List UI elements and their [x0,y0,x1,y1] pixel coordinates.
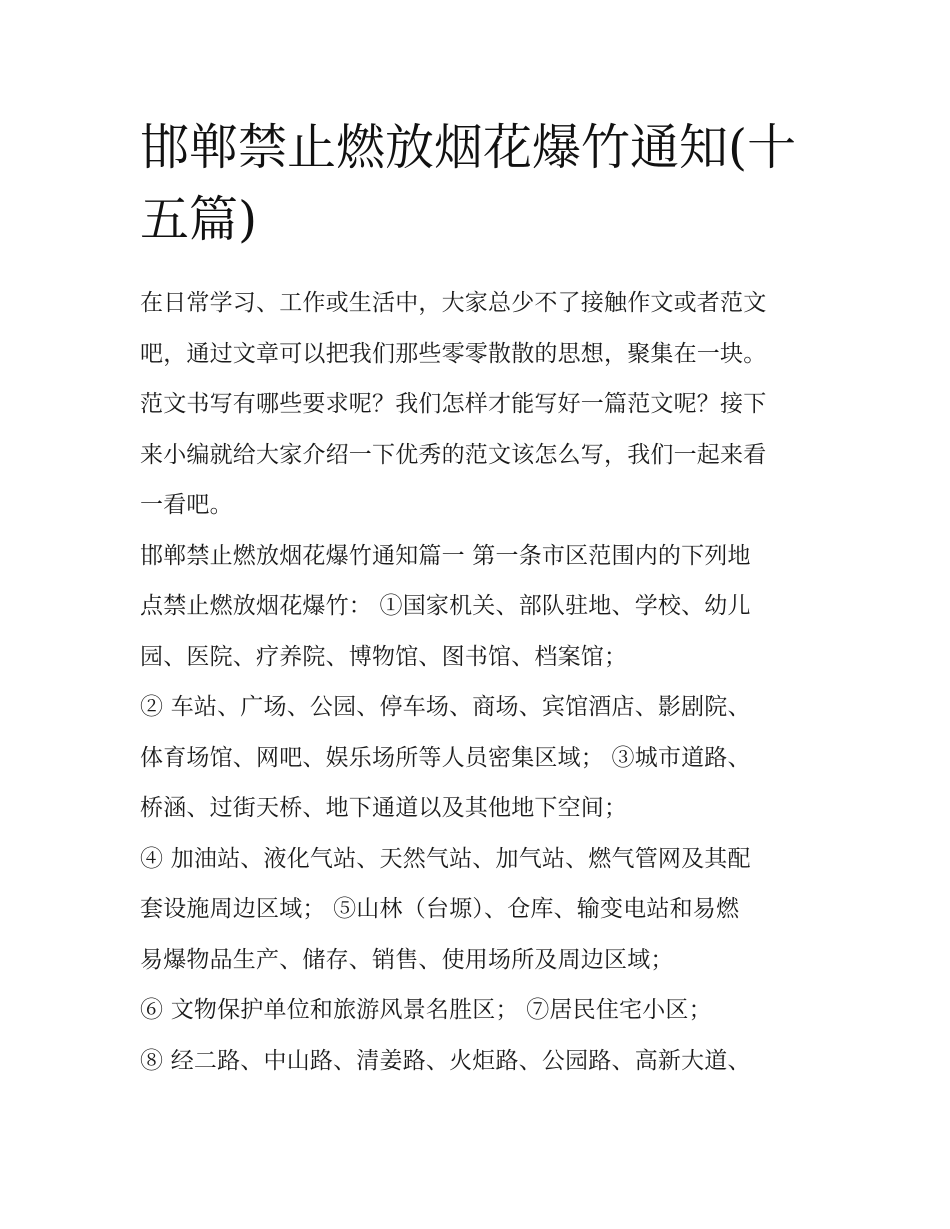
body-line: ⑧ 经二路、中山路、清姜路、火炬路、公园路、高新大道、 [140,1047,751,1074]
body-line: ④ 加油站、液化气站、天然气站、加气站、燃气管网及其配 [140,845,751,872]
body-line: 易爆物品生产、储存、销售、使用场所及周边区域； [140,946,674,973]
title-line-2: 五篇) [140,191,258,248]
body-line: 桥涵、过街天桥、地下通道以及其他地下空间； [140,795,628,821]
body-line: 一看吧。 [140,492,233,518]
document-title [140,112,820,256]
body-line: 来小编就给大家介绍一下优秀的范文该怎么写，我们一起来看 [140,441,767,468]
body-line: 套设施周边区域； ⑤山林（台塬）、仓库、输变电站和易燃 [140,896,740,922]
title-line-1: 邯郸禁止燃放烟花爆竹通知(十 [140,119,797,176]
body-line: 点禁止燃放烟花爆竹： ①国家机关、部队驻地、学校、幼儿 [140,593,751,619]
body-line: 邯郸禁止燃放烟花爆竹通知篇一 第一条市区范围内的下列地 [140,542,751,569]
document-body [140,278,830,1086]
body-line: 在日常学习、工作或生活中，大家总少不了接触作文或者范文 [140,290,767,316]
body-line: ② 车站、广场、公园、停车场、商场、宾馆酒店、影剧院、 [140,694,751,720]
body-line: 吧，通过文章可以把我们那些零零散散的思想，聚集在一块。 [140,340,767,367]
body-line: ⑥ 文物保护单位和旅游风景名胜区； ⑦居民住宅小区； [140,997,712,1023]
body-line: 园、医院、疗养院、博物馆、图书馆、档案馆； [140,643,628,670]
body-line: 范文书写有哪些要求呢？我们怎样才能写好一篇范文呢？接下 [140,391,767,417]
body-line: 体育场馆、网吧、娱乐场所等人员密集区域； ③城市道路、 [140,744,751,771]
